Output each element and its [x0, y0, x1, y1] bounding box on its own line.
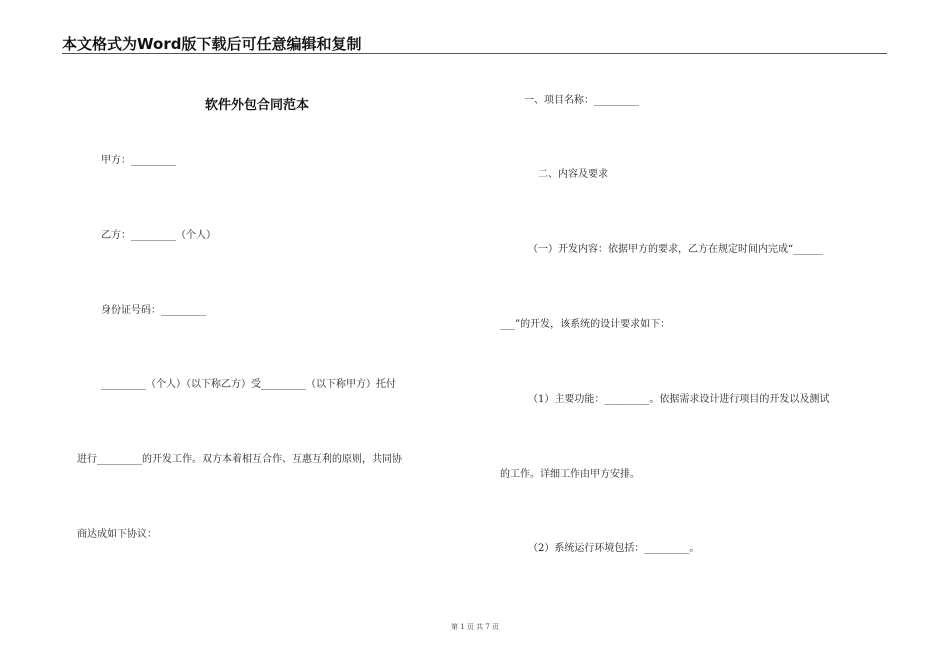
- development-work-line: 进行_________的开发工作。双方本着相互合作、互惠互利的原则，共同协: [77, 454, 402, 465]
- development-content-line: （一）开发内容：依据甲方的要求，乙方在规定时间内完成“______: [528, 244, 824, 255]
- party-b-line: 乙方：_________（个人）: [101, 230, 216, 241]
- design-requirements-line: ___”的开发，该系统的设计要求如下：: [500, 319, 671, 330]
- party-a-line: 甲方：_________: [101, 155, 176, 166]
- runtime-environment-line: （2）系统运行环境包括：_________。: [528, 543, 700, 554]
- work-arrangement-line: 的工作。详细工作由甲方安排。: [500, 469, 640, 480]
- agreement-intro-line: 商达成如下协议：: [77, 529, 157, 540]
- project-name-line: 一、项目名称：_________: [524, 95, 639, 106]
- section-content-heading: 二、内容及要求: [538, 169, 608, 180]
- header-divider: [62, 53, 887, 54]
- main-functions-line: （1）主要功能：_________。依据需求设计进行项目的开发以及测试: [528, 394, 830, 405]
- id-number-line: 身份证号码：_________: [101, 305, 206, 316]
- entrust-clause-line: _________（个人）（以下称乙方）受_________（以下称甲方）托付: [101, 379, 396, 390]
- page-indicator: 第 1 页 共 7 页: [450, 623, 500, 631]
- document-title: 软件外包合同范本: [205, 98, 310, 113]
- header-title: 本文格式为Word版下载后可任意编辑和复制: [62, 35, 362, 53]
